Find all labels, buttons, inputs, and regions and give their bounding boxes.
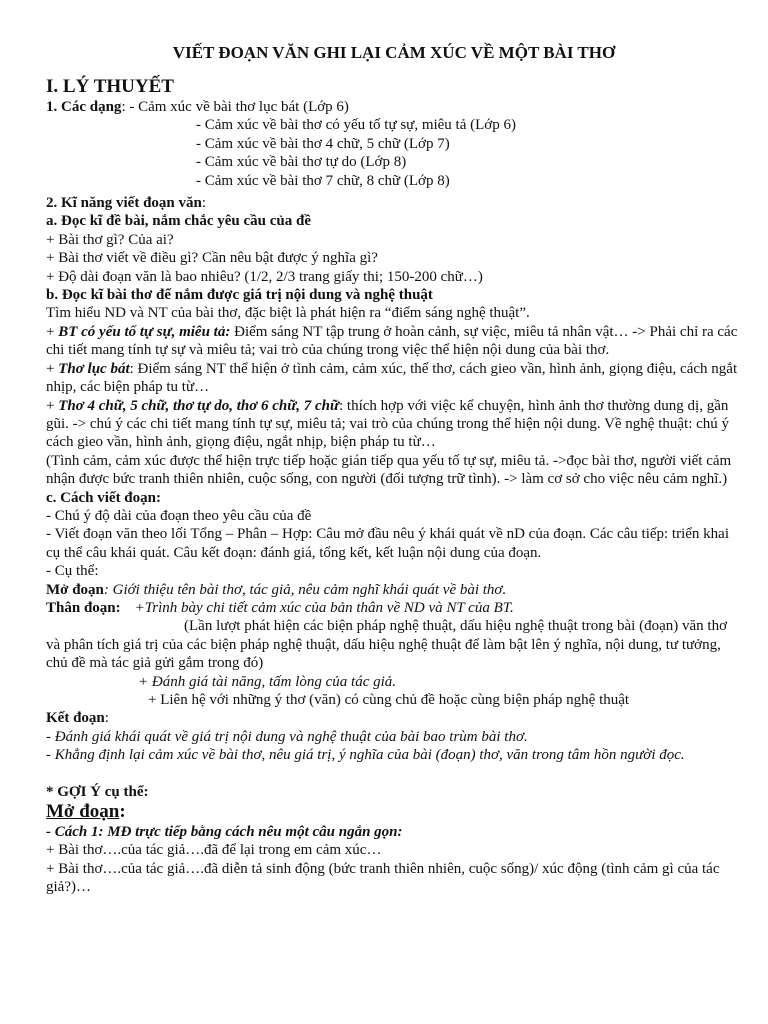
subheading-a: a. Đọc kĩ đề bài, nắm chắc yêu cầu của đề — [46, 213, 312, 230]
subheading-b: b. Đọc kĩ bài thơ để nắm được giá trị nội dung và nghệ thuật — [46, 287, 433, 304]
b-point-other-forms — [46, 397, 742, 452]
closing-item-2: - Khẳng định lại cảm xúc về bài thơ, nêu giá trị, ý nghĩa của bài (đoạn) thơ, văn trong tâm hồn người đọc. — [46, 747, 685, 764]
types-first-line — [46, 98, 742, 116]
method-1-heading: - Cách 1: MĐ trực tiếp bằng cách nêu một câu ngắn gọn: — [46, 824, 403, 841]
b1-text: Điểm sáng NT tập trung ở hoàn cảnh, sự việc, miêu tả nhân vật… -> Phải chỉ ra các chi tiết mang tính tự sự và miêu tả; vai trò của chúng trong việc thể hiện nội dung của bài thơ. — [46, 323, 738, 359]
skills-colon: : — [201, 195, 207, 212]
types-label: 1. Các dạng — [46, 99, 122, 115]
c-item-1: - Chú ý độ dài của đoạn theo yêu cầu của đề — [46, 507, 312, 524]
closing-colon: : — [104, 710, 109, 727]
c-item-3: - Cụ thể: — [46, 563, 99, 580]
a-item-1: + Bài thơ gì? Của ai? — [46, 231, 174, 248]
method-1-item-1: + Bài thơ….của tác giả….đã để lại trong em cảm xúc… — [46, 842, 382, 859]
body-label: Thân đoạn: — [46, 599, 121, 616]
body-first-point: +Trình bày chi tiết cảm xúc của bản thân về ND và NT của BT. — [134, 599, 514, 616]
b-note: (Tình cảm, cảm xúc được thể hiện trực tiếp hoặc gián tiếp qua yếu tố tự sự, miêu tả. ->đọc bài thơ, người viết cảm nhận được bức tranh thiên nhiên, cuộc sống, con người (đối tượng trữ tình). -> làm cơ sở cho việc nêu cảm nghĩ.) — [46, 452, 732, 488]
skills-label: 2. Kĩ năng viết đoạn văn — [46, 195, 202, 212]
a-item-2: + Bài thơ viết về điều gì? Cần nêu bật được ý nghĩa gì? — [46, 250, 378, 267]
b-point-lucbat — [46, 360, 742, 397]
suggestion-opening-label: Mở đoạn — [46, 801, 120, 823]
types-item-3: - Cảm xúc về bài thơ 4 chữ, 5 chữ (Lớp 7) — [196, 135, 450, 152]
skills-heading — [46, 194, 742, 212]
body-point-3: + Liên hệ với những ý thơ (văn) có cùng chủ đề hoặc cùng biện pháp nghệ thuật — [148, 692, 630, 708]
types-item-2: - Cảm xúc về bài thơ có yếu tố tự sự, miêu tả (Lớp 6) — [196, 117, 516, 134]
b2-plus: + — [46, 360, 59, 377]
suggestion-opening-colon: : — [119, 801, 126, 823]
b-point-narrative — [46, 323, 742, 360]
b2-text: : Điểm sáng NT thể hiện ở tình cảm, cảm xúc, thể thơ, cách gieo vần, hình ảnh, giọng điệu, cách ngắt nhịp, các biện pháp tu từ… — [46, 360, 738, 396]
spacer — [46, 765, 742, 783]
opening-label: Mở đoạn — [46, 581, 104, 598]
body-detail: (Lần lượt phát hiện các biện pháp nghệ thuật, dấu hiệu nghệ thuật trong bài (đoạn) văn thơ và phân tích giá trị của các biện pháp nghệ thuật, dấu hiệu nghệ thuật để làm bật lên ý nghĩa, nội dung, tư tưởng, chủ đề mà tác giả gửi gắm trong đó) — [46, 618, 727, 672]
closing-item-1: - Đánh giá khái quát về giá trị nội dung và nghệ thuật của bài bao trùm bài thơ. — [46, 728, 528, 745]
suggestion-opening-heading — [46, 801, 742, 823]
b3-label: Thơ 4 chữ, 5 chữ, thơ tự do, thơ 6 chữ, 7 chữ — [58, 397, 339, 414]
types-item-1: : - Cảm xúc về bài thơ lục bát (Lớp 6) — [121, 99, 349, 115]
document-title: VIẾT ĐOẠN VĂN GHI LẠI CẢM XÚC VỀ MỘT BÀI THƠ — [172, 43, 616, 62]
b1-plus: + — [46, 323, 59, 340]
b2-label: Thơ lục bát — [58, 360, 130, 377]
a-item-3: + Độ dài đoạn văn là bao nhiêu? (1/2, 2/3 trang giấy thi; 150-200 chữ…) — [46, 268, 483, 285]
types-item-5: - Cảm xúc về bài thơ 7 chữ, 8 chữ (Lớp 8) — [196, 172, 450, 189]
body-line — [46, 599, 742, 617]
method-1-item-2: + Bài thơ….của tác giả….đã diễn tả sinh động (bức tranh thiên nhiên, cuộc sống)/ xúc động (tình cảm gì của tác giả?)… — [46, 860, 720, 896]
closing-heading — [46, 709, 742, 727]
b1-label: BT có yếu tố tự sự, miêu tả: — [58, 323, 231, 340]
opening-text: : Giới thiệu tên bài thơ, tác giả, nêu cảm nghĩ khái quát về bài thơ. — [103, 581, 507, 598]
suggestion-heading: * GỢI Ý cụ thể: — [46, 783, 149, 800]
types-item-4: - Cảm xúc về bài thơ tự do (Lớp 8) — [196, 154, 407, 171]
b3-text: : thích hợp với việc kể chuyện, hình ảnh thơ thường dung dị, gần gũi. -> chú ý các chi tiết mang tính tự sự, miêu tả; vai trò của chúng trong thể hiện nội dung. Về nghệ thuật: chú ý cách gieo vần, hình ảnh, giọng điệu, ngắt nhịp, biện pháp tu từ… — [46, 397, 730, 451]
closing-label: Kết đoạn — [46, 710, 105, 727]
body-point-2: + Đánh giá tài năng, tấm lòng của tác giả. — [138, 673, 397, 690]
subheading-c: c. Cách viết đoạn: — [46, 489, 161, 506]
section-heading-theory: I. LÝ THUYẾT — [46, 76, 174, 97]
c-item-2: - Viết đoạn văn theo lối Tổng – Phân – Hợp: Câu mở đầu nêu ý khái quát về nD của đoạn. Các câu tiếp: triển khai cụ thể câu khái quát. Câu kết đoạn: đánh giá, tổng kết, kết luận nội dung của đoạn. — [46, 526, 729, 561]
b3-plus: + — [46, 397, 59, 414]
b-intro: Tìm hiểu ND và NT của bài thơ, đặc biệt là phát hiện ra “điểm sáng nghệ thuật”. — [46, 305, 530, 322]
opening-line — [46, 581, 742, 599]
